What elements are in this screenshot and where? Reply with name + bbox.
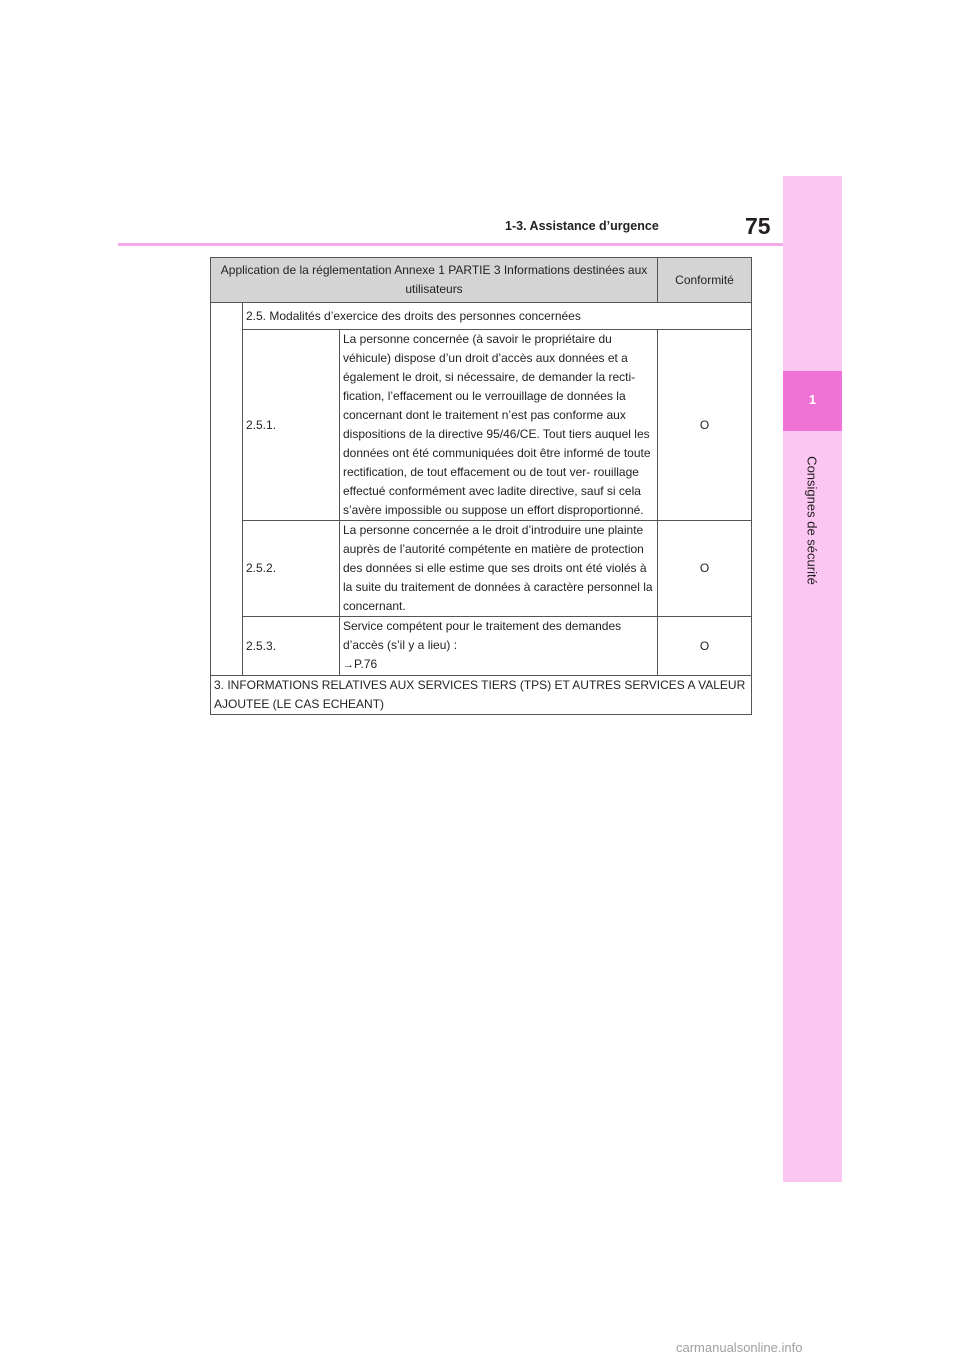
footer-section-title: 3. INFORMATIONS RELATIVES AUX SERVICES TIERS (TPS) ET AUTRES SERVICES A VALEUR AJOUTEE (LE CAS ECHEANT) bbox=[211, 676, 752, 715]
table-row bbox=[211, 303, 752, 330]
page-number: 75 bbox=[745, 213, 771, 239]
watermark: carmanualsonline.info bbox=[676, 1340, 803, 1355]
regulation-table bbox=[210, 257, 752, 715]
section-title: 1-3. Assistance d’urgence bbox=[505, 219, 659, 233]
chapter-number: 1 bbox=[808, 392, 817, 407]
table-header-row bbox=[211, 258, 752, 303]
side-tab bbox=[783, 176, 842, 1182]
row-conformity: O bbox=[658, 521, 752, 617]
chapter-title: Consignes de sécurité bbox=[804, 456, 820, 585]
row-text-cell bbox=[340, 617, 658, 676]
row-number: 2.5.2. bbox=[243, 521, 340, 617]
header-rule bbox=[118, 243, 783, 246]
table-row bbox=[211, 617, 752, 676]
table-footer-row bbox=[211, 676, 752, 715]
row-text: La personne concernée a le droit d’introduire une plainte auprès de l’autorité compétente en matière de protection des données si elle estime que ses droits ont été violés à la suite du traitement de données à caractère personnel la concernant. bbox=[340, 521, 658, 617]
table-row bbox=[211, 521, 752, 617]
row-number: 2.5.1. bbox=[243, 330, 340, 521]
row-text: Service compétent pour le traitement des demandes d’accès (s’il y a lieu) : bbox=[343, 619, 622, 652]
row-conformity: O bbox=[658, 330, 752, 521]
subsection-title: 2.5. Modalités d’exercice des droits des personnes concernées bbox=[243, 303, 752, 330]
row-number: 2.5.3. bbox=[243, 617, 340, 676]
row-text: La personne concernée (à savoir le propriétaire du véhicule) dispose d’un droit d’accès aux données et a également le droit, si nécessaire, de demander la recti- fication, l’effacement ou le verrouillage de données la concernant dont le traitement n’est pas conforme aux dispositions de la directive 95/46/CE. Tout tiers auquel les données ont été communiquées doit être informé de toute rectification, de tout effacement ou de tout ver- rouillage effectué conformément avec ladite directive, sauf si cela s’avère impossible ou suppose un effort disproportionné. bbox=[340, 330, 658, 521]
page-reference: P.76 bbox=[354, 657, 378, 671]
header-conformity: Conformité bbox=[658, 258, 752, 303]
row-conformity: O bbox=[658, 617, 752, 676]
arrow-right-icon: → bbox=[343, 659, 354, 671]
page-reference-link[interactable] bbox=[343, 655, 654, 675]
indent-cell bbox=[211, 303, 243, 676]
header-application: Application de la réglementation Annexe 1 PARTIE 3 Informations destinées aux utilisateurs bbox=[211, 258, 658, 303]
table-row bbox=[211, 330, 752, 521]
